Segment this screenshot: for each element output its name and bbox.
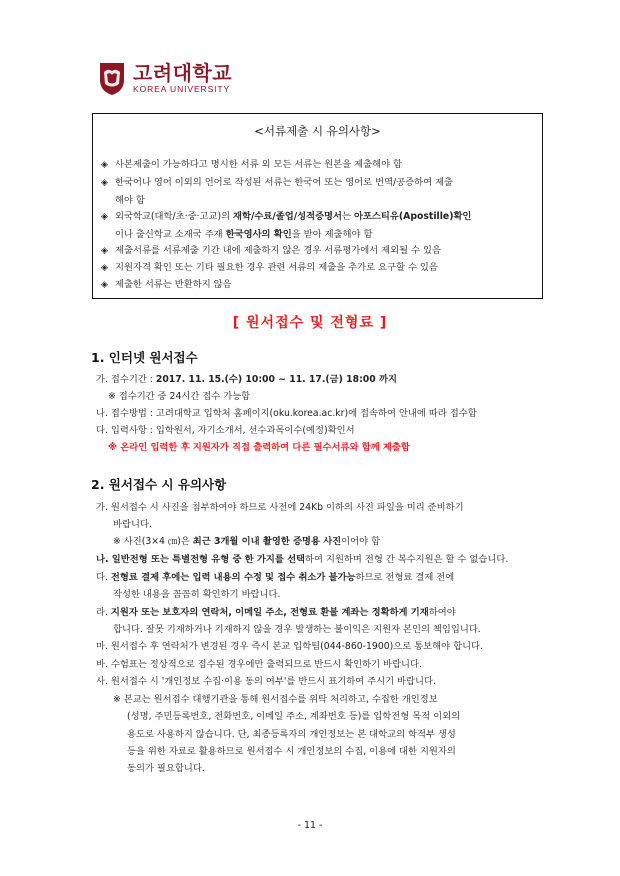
diamond-bullet-icon: ◈: [101, 178, 108, 188]
document-notice-box: [92, 113, 543, 299]
section-1-heading: 1. 인터넷 원서접수: [91, 350, 198, 365]
section-2-heading: 2. 원서접수 시 유의사항: [91, 477, 227, 492]
s2-item-g-note-cont: (성명, 주민등록번호, 전화번호, 이메일 주소, 계좌번호 등)를 입학전형 목적 이외의: [127, 711, 461, 722]
s2-item-d: 라. 지원자 또는 보호자의 연락처, 이메일 주소, 전형료 환불 계좌는 정확하게 기재하여야: [96, 607, 456, 618]
s2-item-g-note: ※ 본교는 원서접수 대행기관을 통해 원서접수를 위탁 처리하고, 수집한 개인정보: [113, 694, 438, 705]
s2-item-g-note-cont: 용도로 사용하지 않습니다. 단, 최종등록자의 개인정보는 본 대학교의 학적부 생성: [127, 729, 456, 740]
diamond-bullet-icon: ◈: [101, 263, 108, 273]
s2-item-a-note: ※ 사진(3×4 ㎝)은 최근 3개월 이내 촬영한 증명용 사진이어야 함: [113, 536, 381, 547]
notice-item: ◈ 제출서류를 서류제출 기간 내에 제출하지 않은 경우 서류평가에서 제외될 수 있음: [101, 242, 534, 260]
s2-item-c: 다. 전형료 결제 후에는 입력 내용의 수정 및 접수 취소가 불가능하므로 전형료 결제 전에: [96, 572, 455, 583]
s2-item-c-cont: 작성한 내용을 꼼꼼히 확인하기 바랍니다.: [113, 589, 281, 600]
s2-item-g: 사. 원서접수 시 '개인정보 수집·이용 동의 여부'를 반드시 표기하여 주시기 바랍니다.: [96, 676, 436, 687]
university-logo: [97, 56, 232, 100]
diamond-bullet-icon: ◈: [101, 280, 108, 290]
s1-item-c-note: ※ 온라인 입력한 후 지원자가 직접 출력하여 다른 필수서류와 함께 제출함: [108, 442, 410, 453]
s1-item-c: 다. 입력사항 : 입학원서, 자기소개서, 선수과목이수(예정)확인서: [96, 425, 355, 436]
s2-item-g-note-cont: 동의가 필요합니다.: [127, 763, 205, 774]
page-number: - 11 -: [297, 820, 323, 831]
notice-item: ◈ 사본제출이 가능하다고 명시한 서류 외 모든 서류는 원본을 제출해야 함: [101, 156, 534, 174]
notice-item: ◈ 제출한 서류는 반환하지 않음: [101, 276, 534, 294]
korea-university-seal-icon: [97, 60, 127, 96]
s2-item-b: 나. 일반전형 또는 특별전형 유형 중 한 가지를 선택하여 지원하며 전형 간 복수지원은 할 수 없습니다.: [96, 554, 509, 565]
s1-item-a-note: ※ 접수기간 중 24시간 접수 가능함: [108, 391, 251, 402]
diamond-bullet-icon: ◈: [101, 246, 108, 256]
s2-item-g-note-cont: 등을 위한 자료로 활용하므로 원서접수 시 개인정보의 수집, 이용에 대한 지원자의: [127, 746, 456, 757]
notice-item: ◈ 한국어나 영어 이외의 언어로 작성된 서류는 한국어 또는 영어로 번역/공증하여 제출 해야 함: [101, 177, 454, 206]
notice-item: ◈ 지원자격 확인 또는 기타 필요한 경우 관련 서류의 제출을 추가로 요구할 수 있음: [101, 259, 534, 277]
diamond-bullet-icon: ◈: [101, 212, 108, 222]
s2-item-a: 가. 원서접수 시 사진을 첨부하여야 하므로 사전에 24Kb 이하의 사진 파일을 미리 준비하기: [96, 502, 464, 513]
section-title: [ 원서접수 및 전형료 ]: [232, 315, 388, 331]
logo-korean-name: 고려대학교: [133, 60, 233, 85]
notice-title: <서류제출 시 유의사항>: [254, 124, 381, 138]
s1-item-a: 가. 접수기간 : 2017. 11. 15.(수) 10:00 ~ 11. 17.(금) 18:00 까지: [96, 374, 397, 385]
notice-item: ◈ 외국학교(대학/초·중·고교)의 재학/수료/졸업/성적증명서는 아포스티유(Apostille)확인 이나 출신학교 소재국 주재 한국영사의 확인을 받아 제출해야 함: [101, 211, 472, 240]
s2-item-a-cont: 바랍니다.: [113, 519, 152, 530]
s2-item-e: 마. 원서접수 후 연락처가 변경된 경우 즉시 본교 입학팀(044-860-1900)으로 통보해야 합니다.: [96, 641, 483, 652]
diamond-bullet-icon: ◈: [101, 160, 108, 170]
logo-english-name: KOREA UNIVERSITY: [133, 83, 231, 94]
s2-item-f: 바. 수험표는 정상적으로 접수된 경우에만 출력되므로 반드시 확인하기 바랍니다.: [96, 659, 422, 670]
s1-item-b: 나. 접수방법 : 고려대학교 입학처 홈페이지(oku.korea.ac.kr)에 접속하여 안내에 따라 접수함: [96, 408, 477, 419]
s2-item-d-cont: 합니다. 잘못 기재하거나 기재하지 않을 경우 발생하는 불이익은 지원자 본인의 책임입니다.: [113, 624, 481, 635]
